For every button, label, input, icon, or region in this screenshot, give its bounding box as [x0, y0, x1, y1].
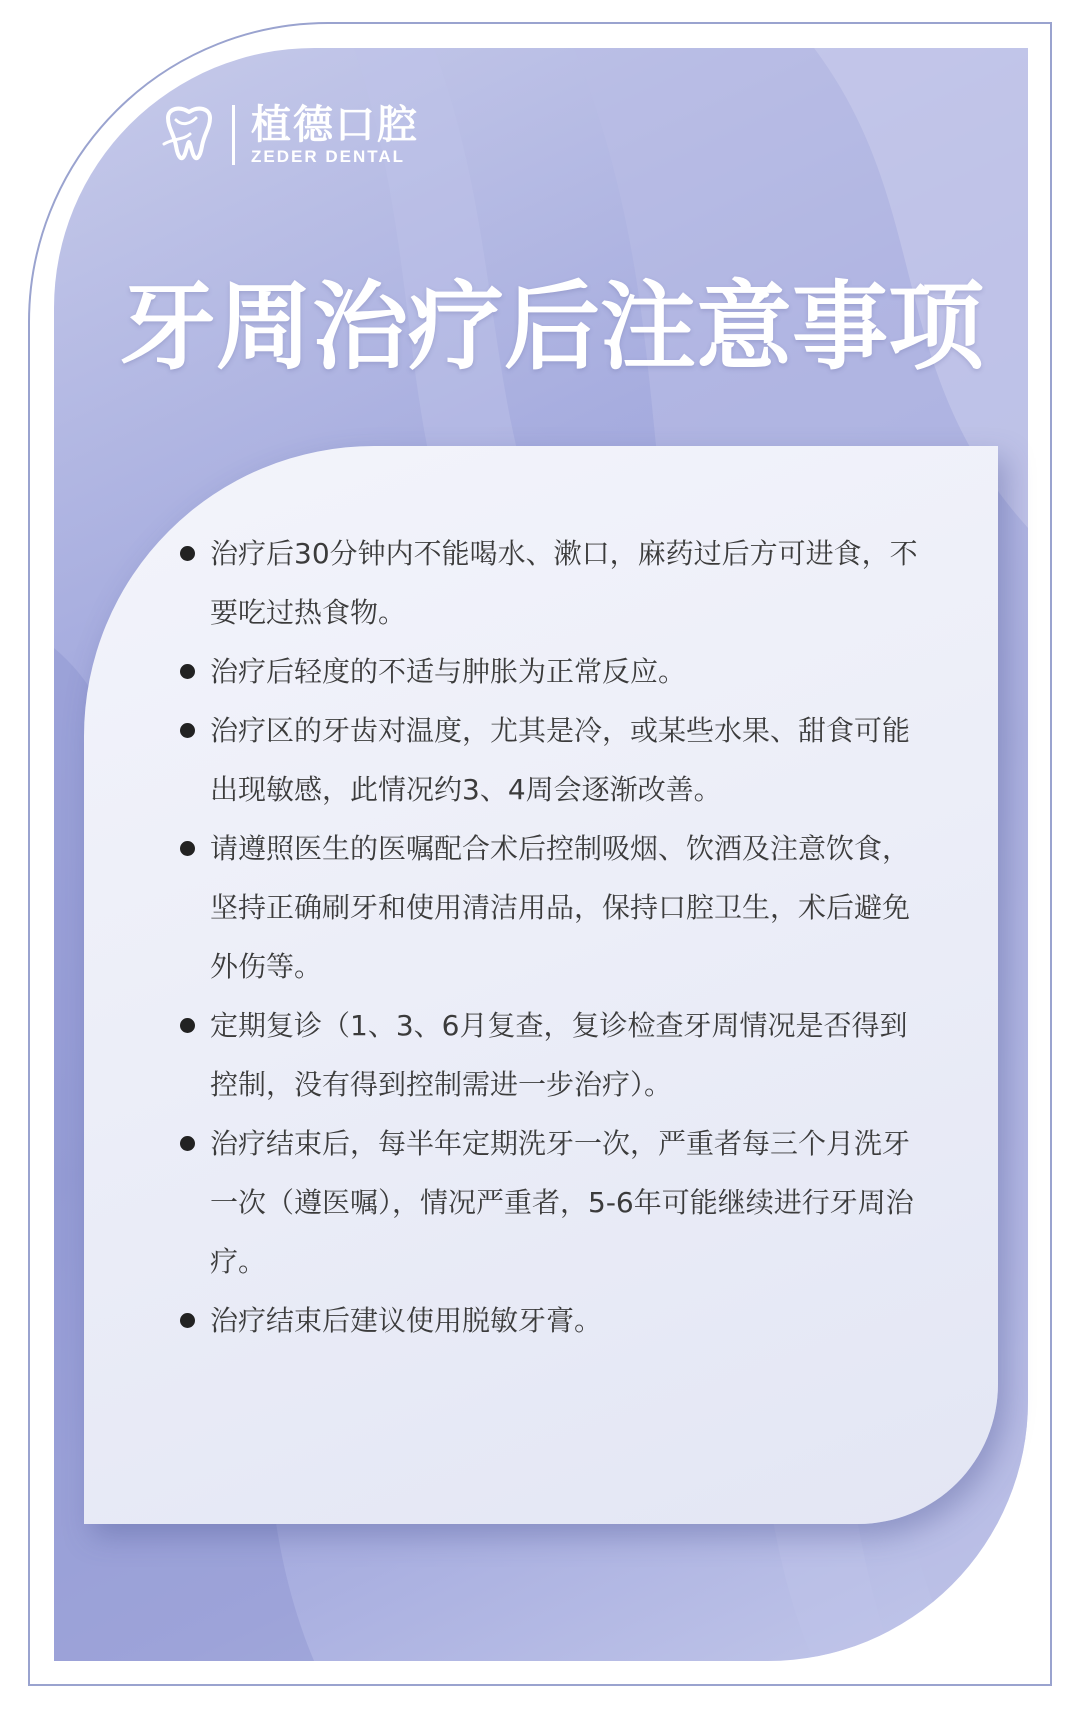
list-item-text: 治疗后轻度的不适与肿胀为正常反应。 [210, 655, 687, 688]
list-item-text: 治疗区的牙齿对温度，尤其是冷，或某些水果、甜食可能出现敏感，此情况约3、4周会逐渐改善。 [210, 714, 911, 806]
bullet-dot-icon [180, 664, 195, 679]
list-item [180, 701, 920, 819]
bullet-dot-icon [180, 546, 195, 561]
brand-logo [160, 100, 419, 170]
list-item [180, 819, 920, 996]
bullet-dot-icon [180, 1018, 195, 1033]
logo-divider [232, 105, 235, 165]
list-item [180, 996, 920, 1114]
bullet-dot-icon [180, 841, 195, 856]
brand-name-cn: 植德口腔 [251, 102, 419, 148]
tooth-logo-icon [160, 104, 218, 166]
list-item-text: 治疗结束后建议使用脱敏牙膏。 [210, 1304, 603, 1337]
list-item-text: 治疗结束后，每半年定期洗牙一次，严重者每三个月洗牙一次（遵医嘱），情况严重者，5-6年可能继续进行牙周治疗。 [210, 1127, 914, 1278]
list-item [180, 1291, 920, 1350]
list-item [180, 642, 920, 701]
bullet-dot-icon [180, 1136, 195, 1151]
list-item-text: 定期复诊（1、3、6月复查，复诊检查牙周情况是否得到控制，没有得到控制需进一步治疗）。 [210, 1009, 908, 1101]
list-item [180, 524, 920, 642]
list-item [180, 1114, 920, 1291]
notice-list [180, 524, 920, 1350]
bullet-dot-icon [180, 1313, 195, 1328]
bullet-dot-icon [180, 723, 195, 738]
page-title: 牙周治疗后注意事项 [120, 271, 984, 383]
list-item-text: 请遵照医生的医嘱配合术后控制吸烟、饮酒及注意饮食，坚持正确刷牙和使用清洁用品，保持口腔卫生，术后避免外伤等。 [210, 832, 911, 983]
list-item-text: 治疗后30分钟内不能喝水、漱口，麻药过后方可进食，不要吃过热食物。 [210, 537, 918, 629]
logo-text [251, 103, 419, 167]
brand-name-en: ZEDER DENTAL [251, 147, 406, 166]
